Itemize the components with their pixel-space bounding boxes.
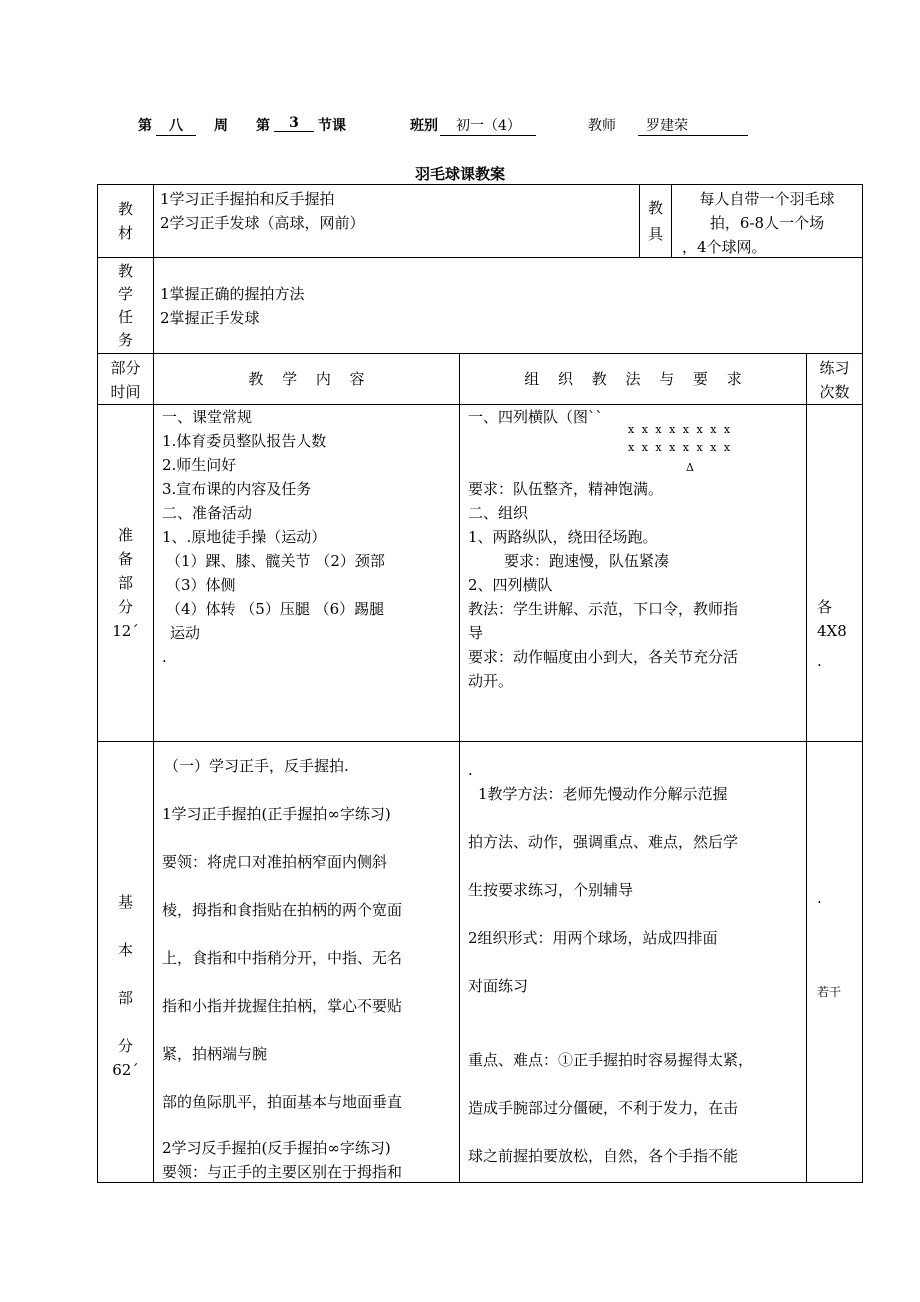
prep-content-line: . bbox=[162, 648, 167, 666]
prep-content-line: 2.师生问好 bbox=[162, 456, 237, 474]
prep-count-cell bbox=[806, 404, 863, 742]
prep-content-line: 二、准备活动 bbox=[162, 504, 253, 522]
formation-row-1: x x x x x x x x bbox=[628, 423, 733, 436]
basic-org-line: 球之前握拍要放松，自然，各个手指不能 bbox=[468, 1147, 739, 1165]
prep-label-cell bbox=[97, 404, 154, 742]
prep-org-line: 2、四列横队 bbox=[468, 576, 553, 594]
col-header-content: 教 学 内 容 bbox=[153, 353, 460, 405]
week-prefix: 第 bbox=[138, 118, 152, 134]
task-content-cell bbox=[153, 257, 863, 354]
prep-content-line: 1.体育委员整队报告人数 bbox=[162, 432, 327, 450]
prep-org-line: 1、两路纵队，绕田径场跑。 bbox=[468, 528, 658, 546]
material-label-1: 教 bbox=[117, 200, 133, 218]
basic-content-line: 1学习正手握拍(正手握拍∞字练习) bbox=[162, 805, 391, 823]
prep-content-line: （1）踝、膝、髋关节 （2）颈部 bbox=[166, 552, 385, 570]
basic-count: 若干 bbox=[817, 985, 842, 999]
basic-label-cell bbox=[97, 741, 154, 1183]
material-label-cell bbox=[97, 184, 154, 258]
equipment-label-1: 教 bbox=[647, 199, 663, 217]
col-header-count bbox=[806, 353, 863, 405]
task-label-1: 教 bbox=[117, 262, 133, 280]
basic-org-line: 造成手腕部过分僵硬，不利于发力，在击 bbox=[468, 1099, 739, 1117]
basic-label-2: 本 bbox=[117, 941, 133, 959]
prep-content-line: 一、课堂常规 bbox=[162, 408, 253, 426]
basic-organization-cell bbox=[459, 741, 807, 1183]
basic-content-line: 要领：将虎口对准拍柄窄面内侧斜 bbox=[162, 853, 388, 871]
prep-org-line: 教法：学生讲解、示范，下口令，教师指 bbox=[468, 600, 739, 618]
task-label-4: 务 bbox=[117, 331, 133, 349]
basic-content-cell bbox=[153, 741, 460, 1183]
basic-org-line: 2组织形式：用两个球场，站成四排面 bbox=[468, 929, 718, 947]
col-header-count-1: 练习 bbox=[819, 359, 850, 377]
basic-content-line: （一）学习正手，反手握拍. bbox=[164, 757, 349, 775]
teacher-position-mark: Δ bbox=[686, 461, 696, 474]
basic-label-5: 62´ bbox=[112, 1061, 139, 1079]
material-line-2: 2学习正手发球（高球，网前） bbox=[160, 214, 365, 232]
col-header-organization: 组 织 教 法 与 要 求 bbox=[459, 353, 807, 405]
prep-org-line: 要求：动作幅度由小到大，各关节充分活 bbox=[468, 648, 739, 666]
col-header-section-1: 部分 bbox=[110, 359, 141, 377]
class-label: 班别 bbox=[410, 118, 438, 134]
basic-content-line: 要领：与正手的主要区别在于拇指和 bbox=[162, 1163, 403, 1181]
prep-label-5: 12´ bbox=[112, 622, 139, 640]
basic-org-line: 生按要求练习，个别辅导 bbox=[468, 881, 634, 899]
prep-org-line: 动开。 bbox=[468, 672, 514, 690]
formation-row-2: x x x x x x x x bbox=[628, 441, 733, 454]
lesson-header bbox=[138, 115, 778, 135]
basic-content-line: 2学习反手握拍(反手握拍∞字练习) bbox=[162, 1139, 391, 1157]
task-label-3: 任 bbox=[117, 308, 133, 326]
teacher-value: 罗建荣 bbox=[638, 115, 748, 136]
week-suffix: 周 bbox=[214, 118, 228, 134]
basic-content-line: 指和小指并拢握住拍柄，掌心不要贴 bbox=[162, 997, 403, 1015]
prep-content-line: 3.宣布课的内容及任务 bbox=[162, 480, 312, 498]
prep-org-line: 要求：队伍整齐，精神饱满。 bbox=[468, 480, 664, 498]
prep-count-3: . bbox=[817, 652, 822, 670]
prep-content-line: （4）体转 （5）压腿 （6）踢腿 bbox=[166, 600, 385, 618]
prep-label-4: 分 bbox=[117, 598, 133, 616]
basic-label-4: 分 bbox=[117, 1037, 133, 1055]
equipment-label-2: 具 bbox=[647, 225, 663, 243]
basic-label-3: 部 bbox=[117, 989, 133, 1007]
prep-organization-cell bbox=[459, 404, 807, 742]
prep-content-line: 运动 bbox=[170, 624, 201, 642]
task-line-1: 1掌握正确的握拍方法 bbox=[160, 285, 305, 303]
equipment-line-3: ，4个球网。 bbox=[682, 238, 767, 256]
material-line-1: 1学习正手握拍和反手握拍 bbox=[160, 190, 335, 208]
material-content-cell bbox=[153, 184, 640, 258]
prep-label-1: 准 bbox=[117, 526, 133, 544]
prep-count-2: 4X8 bbox=[817, 622, 847, 640]
equipment-label-cell bbox=[639, 184, 672, 258]
prep-content-cell bbox=[153, 404, 460, 742]
lesson-suffix: 节课 bbox=[318, 118, 346, 134]
basic-org-line: 拍方法、动作，强调重点、难点，然后学 bbox=[468, 833, 739, 851]
basic-content-line: 紧，拍柄端与腕 bbox=[162, 1045, 268, 1063]
basic-content-line: 上，食指和中指稍分开，中指、无名 bbox=[162, 949, 403, 967]
prep-label-3: 部 bbox=[117, 574, 133, 592]
teacher-label: 教师 bbox=[588, 118, 616, 134]
class-value: 初一（4） bbox=[440, 115, 536, 136]
prep-label-2: 备 bbox=[117, 550, 133, 568]
equipment-content-cell bbox=[671, 184, 863, 258]
basic-count-cell bbox=[806, 741, 863, 1183]
basic-org-line: 对面练习 bbox=[468, 977, 529, 995]
basic-content-line: 部的鱼际肌平，拍面基本与地面垂直 bbox=[162, 1093, 403, 1111]
prep-org-line: 二、组织 bbox=[468, 504, 529, 522]
prep-org-line: 导 bbox=[468, 624, 484, 642]
equipment-line-1: 每人自带一个羽毛球 bbox=[699, 190, 835, 208]
basic-count-dot: . bbox=[817, 889, 822, 907]
prep-content-line: 1、.原地徒手操（运动） bbox=[162, 528, 327, 546]
task-line-2: 2掌握正手发球 bbox=[160, 309, 260, 327]
basic-org-line: 1教学方法：老师先慢动作分解示范握 bbox=[478, 785, 728, 803]
document-title: 羽毛球课教案 bbox=[414, 165, 505, 183]
prep-content-line: （3）体侧 bbox=[166, 576, 236, 594]
basic-content-line: 棱，拇指和食指贴在拍柄的两个宽面 bbox=[162, 901, 403, 919]
prep-count-1: 各 bbox=[817, 598, 833, 616]
task-label-2: 学 bbox=[117, 285, 133, 303]
equipment-line-2: 拍，6-8人一个场 bbox=[709, 214, 825, 232]
lesson-value: 3 bbox=[274, 115, 314, 132]
material-label-2: 材 bbox=[117, 224, 133, 242]
week-value: 八 bbox=[156, 115, 196, 136]
col-header-section-2: 时间 bbox=[110, 383, 141, 401]
task-label-cell bbox=[97, 257, 154, 354]
basic-org-line: . bbox=[468, 761, 473, 779]
basic-org-line: 重点、难点：①正手握拍时容易握得太紧， bbox=[468, 1051, 754, 1069]
basic-label-1: 基 bbox=[117, 893, 133, 911]
prep-org-line: 一、四列横队（图ˋˋ bbox=[468, 408, 604, 426]
col-header-count-2: 次数 bbox=[819, 383, 850, 401]
prep-org-line: 要求：跑速慢，队伍紧凑 bbox=[504, 552, 670, 570]
lesson-prefix: 第 bbox=[256, 118, 270, 134]
col-header-section bbox=[97, 353, 154, 405]
